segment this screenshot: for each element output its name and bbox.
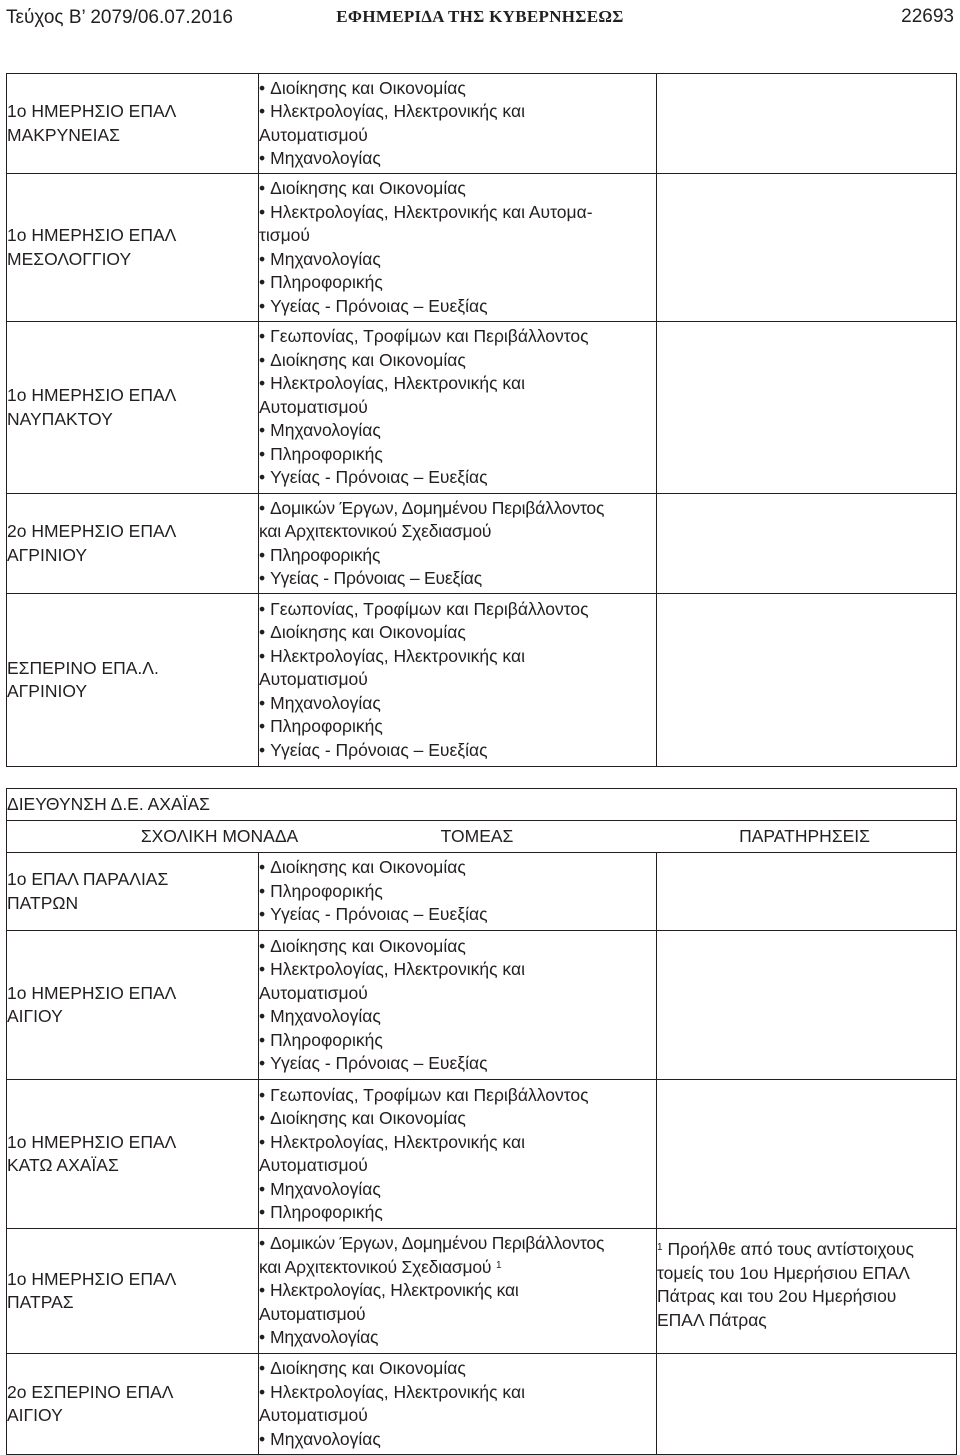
column-headers [7,821,957,853]
school-name-line: 1ο ΕΠΑΛ ΠΑΡΑΛΙΑΣ [7,869,169,889]
sectors-cell [259,931,657,1080]
notes-cell [657,931,957,1080]
school-cell [7,594,259,767]
notes-cell [657,1080,957,1229]
note-line: τομείς του 1ου Ημερήσιου ΕΠΑΛ [657,1262,910,1283]
sector-item: • Μηχανολογίας [259,1005,656,1029]
school-name-line: 1ο ΗΜΕΡΗΣΙΟ ΕΠΑΛ [7,101,177,121]
sector-item-continuation: τισμού [259,225,310,245]
school-cell [7,1354,259,1455]
sector-item: • Υγείας - Πρόνοιας – Ευεξίας [259,466,656,490]
sector-item: • Πληροφορικής [259,544,656,568]
section-title-row [7,789,957,821]
sectors-cell [259,74,657,174]
sector-item: • Μηχανολογίας [259,1428,656,1452]
sector-item: • Πληροφορικής [259,443,656,467]
sector-item: • Γεωπονίας, Τροφίμων και Περιβάλλοντος [259,1084,656,1108]
column-header-sector: ΤΟΜΕΑΣ [440,825,514,846]
sector-item: • Υγείας - Πρόνοιας – Ευεξίας [259,295,656,319]
sectors-cell [259,1354,657,1455]
sector-item: • Πληροφορικής [259,1029,656,1053]
sector-item: • Ηλεκτρολογίας, Ηλεκτρονικής και [259,100,656,124]
school-cell [7,1229,259,1354]
school-cell [7,853,259,931]
sector-item: • Δομικών Έργων, Δομημένου Περιβάλλοντος [259,1232,656,1256]
notes-cell [657,494,957,594]
notes-cell [657,1229,957,1354]
school-name-line: ΑΓΡΙΝΙΟΥ [7,544,88,565]
school-name-line: ΝΑΥΠΑΚΤΟΥ [7,408,113,429]
table-row [7,174,957,322]
sector-item: • Μηχανολογίας [259,248,656,272]
footnote-note [657,1238,956,1262]
sector-item: • Μηχανολογίας [259,1326,656,1350]
notes-cell [657,594,957,767]
sector-item-continuation: Αυτοματισμού [259,982,368,1003]
column-header-school: ΣΧΟΛΙΚΗ ΜΟΝΑΔΑ [140,825,299,846]
sector-item: • Υγείας - Πρόνοιας – Ευεξίας [259,1052,656,1076]
column-header-row [7,821,957,853]
note-line: ΕΠΑΛ Πάτρας [657,1309,767,1330]
table-row [7,1080,957,1229]
sector-item: • Υγείας - Πρόνοιας – Ευεξίας [259,903,656,927]
sector-item: • Δομικών Έργων, Δομημένου Περιβάλλοντος [259,497,656,521]
sector-item: • Ηλεκτρολογίας, Ηλεκτρονικής και [259,1279,656,1303]
sector-item: • Μηχανολογίας [259,147,656,171]
notes-cell [657,174,957,322]
table-row [7,1229,957,1354]
school-name-line: ΑΙΓΙΟΥ [7,1006,63,1026]
sectors-cell [259,1080,657,1229]
page-number: 22693 [901,6,954,27]
sector-item-continuation: Αυτοματισμού [259,1303,366,1324]
school-cell [7,494,259,594]
sector-item: • Διοίκησης και Οικονομίας [259,935,656,959]
school-name-line: 1ο ΗΜΕΡΗΣΙΟ ΕΠΑΛ [7,385,177,405]
gazette-title: ΕΦΗΜΕΡΙ∆Α ΤΗΣ ΚΥΒΕΡΝΗΣΕΩΣ [336,7,624,26]
school-name-line: ΑΓΡΙΝΙΟΥ [7,681,88,701]
sector-item: • Μηχανολογίας [259,1178,656,1202]
sector-item: • Ηλεκτρολογίας, Ηλεκτρονικής και [259,1131,656,1155]
footnote-marker: 1 [657,1242,663,1253]
sector-item-continuation: Αυτοματισμού [259,669,368,690]
school-name-line: 2ο ΗΜΕΡΗΣΙΟ ΕΠΑΛ [7,521,177,541]
sector-item-text: και Αρχιτεκτονικού Σχεδιασμού [259,1256,492,1277]
school-name-line: ΕΣΠΕΡΙΝΟ ΕΠΑ.Λ. [7,657,159,678]
sector-item: • Ηλεκτρολογίας, Ηλεκτρονικής και [259,958,656,982]
footnote-marker: 1 [495,1259,502,1271]
school-name-line: 2ο ΕΣΠΕΡΙΝΟ ΕΠΑΛ [7,1381,174,1402]
sector-item-continuation: Αυτοματισμού [259,124,368,145]
column-header-notes: ΠΑΡΑΤΗΡΗΣΕΙΣ [739,825,870,846]
sector-item: • Ηλεκτρολογίας, Ηλεκτρονικής και [259,645,656,669]
sector-item: • Υγείας - Πρόνοιας – Ευεξίας [259,567,656,591]
sector-item-continuation [259,1256,656,1280]
notes-cell [657,74,957,174]
sector-item: • Διοίκησης και Οικονομίας [259,349,656,373]
note-line: Πάτρας και του 2ου Ημερήσιου [657,1286,897,1306]
table-row [7,322,957,494]
sectors-cell [259,594,657,767]
school-name-line: ΜΕΣΟΛΟΓΓΙΟΥ [7,248,132,269]
section-title: ΔΙΕΥΘΥΝΣΗ Δ.Ε. ΑΧΑΪΑΣ [7,789,957,821]
school-name-line: 1ο ΗΜΕΡΗΣΙΟ ΕΠΑΛ [7,1268,177,1289]
issue-reference: Τεύχος Β’ 2079/06.07.2016 [6,7,233,28]
notes-cell [657,322,957,494]
page-header [0,0,960,36]
school-cell [7,74,259,174]
notes-cell [657,853,957,931]
sector-item-continuation: και Αρχιτεκτονικού Σχεδιασμού [259,521,492,541]
sector-item-continuation: Αυτοματισμού [259,1155,368,1175]
school-cell [7,322,259,494]
school-name-line: ΠΑΤΡΑΣ [7,1292,74,1312]
sector-item: • Διοίκησης και Οικονομίας [259,1357,656,1381]
school-cell [7,1080,259,1229]
school-name-line: 1ο ΗΜΕΡΗΣΙΟ ΕΠΑΛ [7,225,177,245]
note-line: Προήλθε από τους αντίστοιχους [667,1239,914,1259]
sector-item: • Μηχανολογίας [259,692,656,716]
school-name-line: ΠΑΤΡΩΝ [7,892,79,913]
table-row [7,74,957,174]
sector-item: • Διοίκησης και Οικονομίας [259,856,656,880]
sector-item: • Υγείας - Πρόνοιας – Ευεξίας [259,739,656,763]
table-row [7,1354,957,1455]
school-cell [7,174,259,322]
table-row [7,853,957,931]
sector-item: • Γεωπονίας, Τροφίμων και Περιβάλλοντος [259,325,656,349]
sector-item: • Διοίκησης και Οικονομίας [259,177,656,201]
sectors-cell [259,174,657,322]
school-name-line: 1ο ΗΜΕΡΗΣΙΟ ΕΠΑΛ [7,982,177,1003]
table-row [7,931,957,1080]
sector-item: • Πληροφορικής [259,715,656,739]
sector-item: • Ηλεκτρολογίας, Ηλεκτρονικής και [259,1381,656,1405]
school-cell [7,931,259,1080]
sector-item: • Πληροφορικής [259,271,656,295]
sector-item: • Πληροφορικής [259,880,656,904]
sector-item: • Διοίκησης και Οικονομίας [259,77,656,101]
sectors-cell [259,494,657,594]
schools-table-continued [6,73,957,767]
sector-item: • Γεωπονίας, Τροφίμων και Περιβάλλοντος [259,598,656,622]
sector-item: • Διοίκησης και Οικονομίας [259,1107,656,1131]
achaia-schools-table [6,788,957,1455]
sector-item: • Μηχανολογίας [259,419,656,443]
school-name-line: ΜΑΚΡΥΝΕΙΑΣ [7,124,120,145]
sector-item-continuation: Αυτοματισμού [259,396,368,417]
sector-item-continuation: Αυτοματισμού [259,1405,368,1425]
school-name-line: ΑΙΓΙΟΥ [7,1405,63,1425]
sector-item: • Πληροφορικής [259,1201,656,1225]
sectors-cell [259,322,657,494]
sector-item: • Διοίκησης και Οικονομίας [259,621,656,645]
sector-item: • Ηλεκτρολογίας, Ηλεκτρονικής και Αυτομα- [259,201,656,225]
table-row [7,594,957,767]
notes-cell [657,1354,957,1455]
sector-item: • Ηλεκτρολογίας, Ηλεκτρονικής και [259,372,656,396]
sectors-cell [259,853,657,931]
sectors-cell [259,1229,657,1354]
school-name-line: 1ο ΗΜΕΡΗΣΙΟ ΕΠΑΛ [7,1131,177,1152]
table-row [7,494,957,594]
school-name-line: ΚΑΤΩ ΑΧΑΪΑΣ [7,1155,119,1175]
